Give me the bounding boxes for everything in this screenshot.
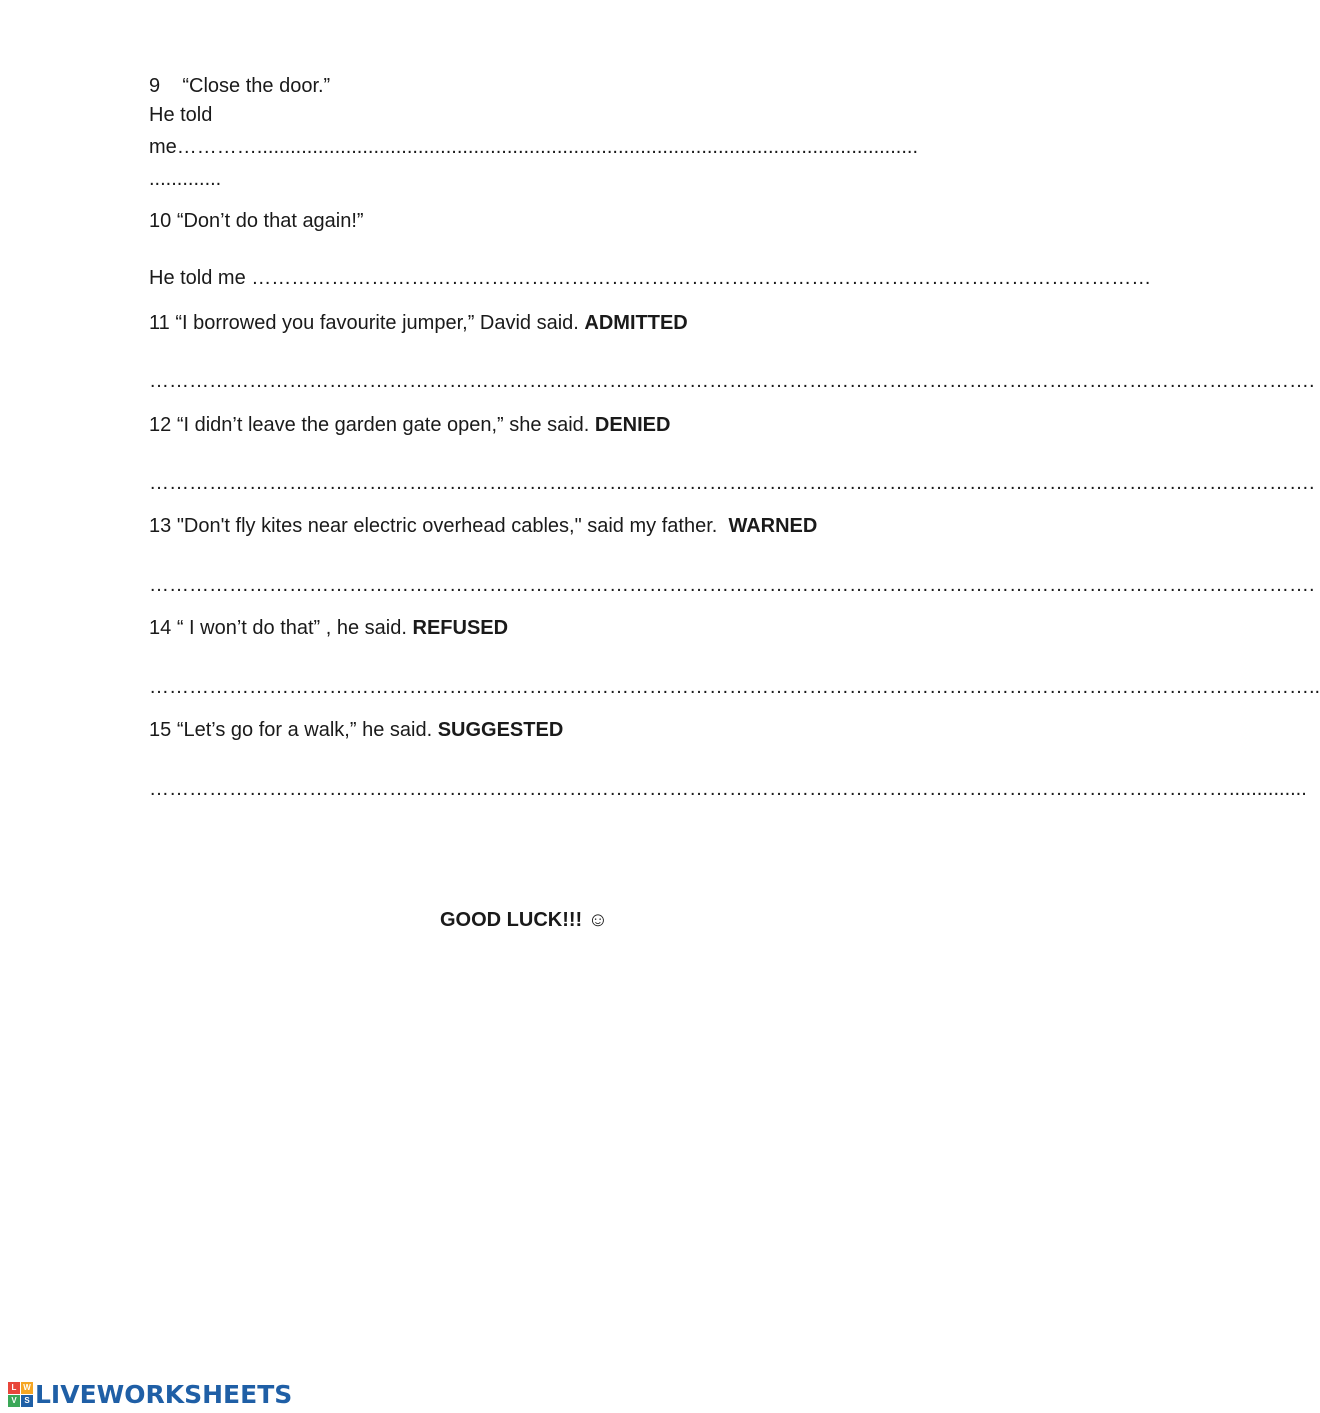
question-keyword: REFUSED — [412, 617, 509, 639]
answer-10[interactable]: He told me ……………………………………………………………………………………………………………………… — [149, 267, 1152, 289]
question-prompt: “I borrowed you favourite jumper,” David said. — [175, 312, 579, 334]
question-10 — [149, 209, 364, 233]
question-14 — [149, 616, 508, 640]
question-keyword: ADMITTED — [584, 312, 688, 334]
logo-tile: W — [21, 1382, 33, 1394]
question-number: 12 — [149, 414, 172, 436]
liveworksheets-logo-icon — [8, 1382, 33, 1407]
question-prompt: “ I won’t do that” , he said. — [176, 617, 407, 639]
question-prompt: “Don’t do that again!” — [176, 210, 364, 232]
question-number: 9 — [149, 75, 161, 97]
answer-9-line-3[interactable]: ............. — [149, 168, 222, 190]
question-keyword: SUGGESTED — [437, 719, 564, 741]
question-keyword: WARNED — [728, 515, 818, 537]
brand-footer — [8, 1380, 292, 1409]
logo-tile: L — [8, 1382, 20, 1394]
question-number: 10 — [149, 210, 172, 232]
question-prompt: "Don't fly kites near electric overhead cables," said my father. — [176, 515, 718, 537]
brand-name: LIVEWORKSHEETS — [35, 1380, 293, 1409]
question-number: 11 — [149, 312, 170, 334]
logo-tile: V — [8, 1395, 20, 1407]
answer-12[interactable]: …………………………………………………………………………………………………………………………………………………………. — [149, 472, 1315, 494]
answer-13[interactable]: …………………………………………………………………………………………………………………………………………………………. — [149, 574, 1315, 596]
answer-14[interactable]: ………………………………………………………………………………………………………………………………………………………….. — [149, 676, 1320, 698]
closing-message: GOOD LUCK!!! ☺ — [440, 909, 609, 931]
answer-11[interactable]: …………………………………………………………………………………………………………………………………………………………. — [149, 370, 1315, 392]
answer-9-line-1: He told — [149, 104, 213, 126]
logo-tile: S — [21, 1395, 33, 1407]
question-prompt: “Close the door.” — [182, 75, 331, 97]
answer-15[interactable]: ……………………………………………………………………………………………………………………………………………….............. — [149, 778, 1307, 800]
question-number: 14 — [149, 617, 172, 639]
question-15 — [149, 718, 563, 742]
question-12 — [149, 413, 670, 437]
question-prompt: “I didn’t leave the garden gate open,” she said. — [176, 414, 590, 436]
question-prompt: “Let’s go for a walk,” he said. — [176, 719, 433, 741]
question-keyword: DENIED — [594, 414, 671, 436]
answer-9-line-2[interactable]: me…………....................................................................................................................... — [149, 136, 919, 158]
question-13 — [149, 514, 817, 538]
question-11 — [149, 311, 688, 335]
question-number: 13 — [149, 515, 172, 537]
question-9 — [149, 74, 330, 98]
question-number: 15 — [149, 719, 172, 741]
